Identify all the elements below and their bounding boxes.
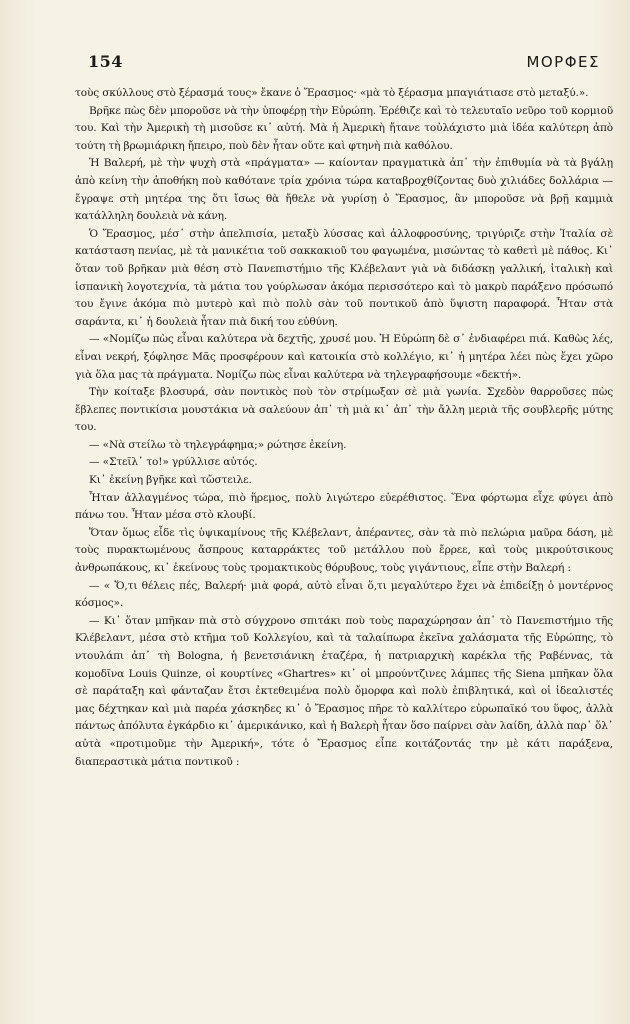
paragraph: — «Νὰ στείλω τὸ τηλεγράφημα;» ρώτησε ἐκείνη. <box>89 438 347 451</box>
running-title: ΜΟΡΦΕΣ <box>526 53 600 71</box>
paragraph: — Κι᾽ ὅταν μπῆκαν πιὰ στὸ σύγχρονο σπιτάκι ποὺ τοὺς παραχώρησαν ἀπ᾽ τὸ Πανεπιστήμιο τῆς Κλέβελαντ, μέσα στὸ κτῆμα τοῦ Κολλεγίου, καὶ τὰ ταλαίπωρα ἐκεῖνα χαλάσματα τῆς Εὐρώπης, τὸ ντουλάπι ἀπ᾽ τὴ Bologna, ἡ βενετσιάνικη ἐταζέρα, ἡ πατριαρχικὴ καρέκλα τῆς Ραβέννας, τὰ κομοδῖνα Louis Quinze, οἱ κουρτίνες «Ghartres» κι᾽ οἱ μπρούντζινες λάμπες τῆς Siena μπῆκαν ὅλα σὲ παράταξη καὶ φάνταζαν ἔτσι ἐκτεθειμένα πολὺ ὄμορφα καὶ πολὺ ἐπιβλητικά, καὶ οἱ ἰδεαλιστές μας δέχτηκαν καὶ μιὰ παρέα χάσκηδες κι᾽ ὁ Ἔρασμος πῆρε τὸ καλλίτερο εὐρωπαϊκό του ὕφος, ἀλλὰ πάντως ἀπόλυτα ἐγκάρδιο κι᾽ ἀμερικάνικο, καὶ ἡ Βαλερὴ ἦταν ὅσο παίρνει σὰν λαίδη, ἀλλὰ παρ᾽ ὅλ᾽ αὐτὰ «προτιμοῦμε τὴν Ἀμερική», τότε ὁ Ἔρασμος εἶπε κοιτάζοντάς την μὲ κάτι παράξενα, διαπεραστικὰ μάτια ποντικοῦ : <box>75 614 613 768</box>
body-text <box>75 85 613 771</box>
paragraph: Ἡ Βαλερή, μὲ τὴν ψυχὴ στὰ «πράγματα» — καίονταν πραγματικὰ ἀπ᾽ τὴν ἐπιθυμία νὰ τὰ βγάλῃ ἀπὸ κείνη τὴν ἀποθήκη ποὺ καθότανε τρία χρόνια τώρα καταβροχθίζοντας δυὸ χιλιάδες δολλάρια — ἔγραψε στὴ μητέρα της ὅτι ἴσως θὰ ἤθελε νὰ γυρίσῃ ὁ Ἔρασμος, ἂν μποροῦσε νὰ βρῇ καμμιὰ κατάλληλη δουλειὰ νὰ κάνη. <box>75 157 613 223</box>
page-number: 154 <box>88 52 123 71</box>
page-header <box>88 52 600 74</box>
paragraph: Ὁ Ἔρασμος, μέσ᾽ στὴν ἀπελπισία, μεταξὺ λύσσας καὶ ἀλλοφροσύνης, τριγύριζε στὴν Ἰταλία σὲ κατάσταση πενίας, μὲ τὰ μανικέτια τοῦ σακκακιοῦ του φαγωμένα, μισώντας τὸ καθετὶ μὲ πάθος. Κι᾽ ὅταν τοῦ βρῆκαν μιὰ θέση στὸ Πανεπιστήμιο τῆς Κλέβελαντ γιὰ νὰ διδάσκῃ γαλλική, ἰταλικὴ καὶ ἰσπανικὴ λογοτεχνία, τὰ μάτια του γούρλωσαν ἀκόμα περισσότερο καὶ τὸ μακρὺ παράξενο πρόσωπό του ἔγινε ἀκόμα πιὸ μυτερὸ καὶ πιὸ πολὺ σὰν τοῦ ποντικοῦ ἀπὸ ὕψιστη παραφορά. Ἦταν στὰ σαράντα, κι᾽ ἡ δουλειὰ ἦταν πιὰ δική του εὐθύνη. <box>75 227 613 328</box>
paragraph: — «Νομίζω πὼς εἶναι καλύτερα νὰ δεχτῆς, χρυσέ μου. Ἡ Εὐρώπη δὲ σ᾽ ἐνδιαφέρει πιά. Καθὼς λές, εἶναι νεκρή, ξόφλησε Μᾶς προσφέρουν καὶ κατοικία στὸ κολλέγιο, κι᾽ ἡ μητέρα λέει πὼς ἔχει χῶρο γιὰ ὅλα μας τὰ πράγματα. Νομίζω πὼς εἶναι καλύτερα νὰ τηλεγραφήσουμε «δεκτή». <box>75 333 613 381</box>
paragraph: — « Ὅ,τι θέλεις πές, Βαλερή· μιὰ φορά, αὐτὸ εἶναι ὅ,τι μεγαλύτερο ἔχει νὰ ἐπιδείξῃ ὁ μοντέρνος κόσμος». <box>75 579 613 610</box>
paragraph: τοὺς σκύλλους στὸ ξέρασμά τους» ἔκανε ὁ Ἔρασμος· «μὰ τὸ ξέρασμα μπαγιάτιασε στὸ μεταξύ.». <box>75 87 589 99</box>
paragraph: Ἦταν ἀλλαγμένος τώρα, πιὸ ἥρεμος, πολὺ λιγώτερο εὐερέθιστος. Ἕνα φόρτωμα εἶχε φύγει ἀπὸ πάνω του. Ἦταν μέσα στὸ κλουβί. <box>75 491 613 522</box>
paragraph: Τὴν κοίταξε βλοσυρά, σὰν ποντικὸς ποὺ τὸν στρίμωξαν σὲ μιὰ γωνία. Σχεδὸν θαρροῦσες πὼς ἔβλεπες ποντικίσια μουστάκια νὰ σαλεύουν ἀπ᾽ τὴ μιὰ κι᾽ ἀπ᾽ τὴν ἄλλη μεριὰ τῆς σουβλερῆς μύτης του. <box>75 386 613 434</box>
paragraph: Κι᾽ ἐκείνη βγῆκε καὶ τὤστειλε. <box>89 474 252 487</box>
paragraph: — «Στεῖλ᾽ το!» γρύλλισε αὐτός. <box>89 456 258 469</box>
paragraph: Ὅταν ὅμως εἶδε τὶς ὑψικαμίνους τῆς Κλέβελαντ, ἀπέραντες, σὰν τὰ πιὸ πελώρια μαῦρα δάση, μὲ τοὺς πυρακτωμένους ἄσπρους καταρράκτες τοῦ μετάλλου ποὺ ἔρρεε, καὶ τοὺς μικρούτσικους ἀνθρωπάκους, κι᾽ ἐκείνους τοὺς τρομακτικοὺς θόρυβους, τοὺς γιγάντιους, εἶπε στὴν Βαλερή : <box>75 526 613 575</box>
paragraph: Βρῆκε πὼς δὲν μποροῦσε νὰ τὴν ὑποφέρῃ τὴν Εὐρώπη. Ἐρέθιζε καὶ τὸ τελευταῖο νεῦρο τοῦ κορμιοῦ του. Καὶ τὴν Ἀμερικὴ τὴ μισοῦσε κι᾽ αὐτή. Μὰ ἡ Ἀμερικὴ ἤτανε τοὐλάχιστο μιὰ ἰδέα καλύτερη ἀπὸ τούτη τὴ βρωμιάρικη ἤπειρο, ποὺ δὲν ἦταν οὔτε καὶ φτηνὴ πιὰ καθόλου. <box>75 104 613 152</box>
